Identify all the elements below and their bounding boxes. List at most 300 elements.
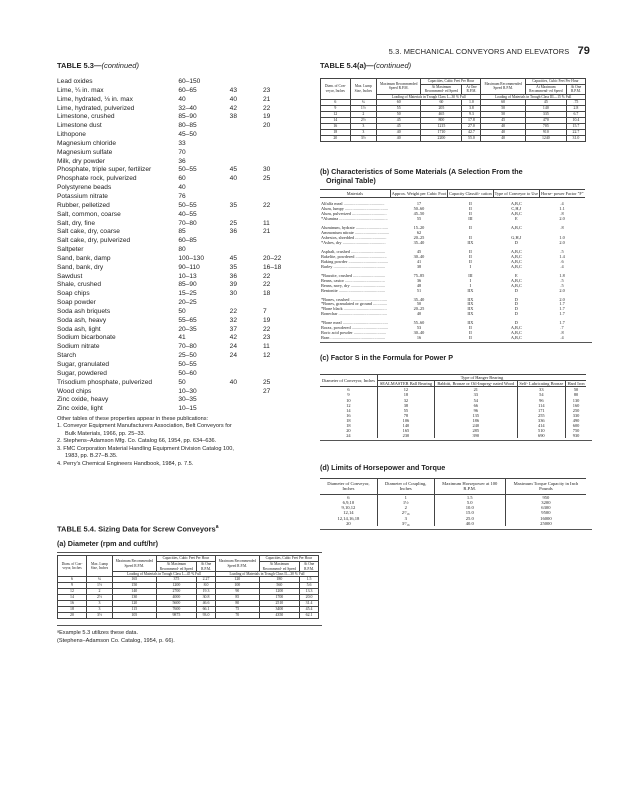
table-cell — [230, 361, 263, 370]
table-cell: 93.0 — [197, 613, 216, 619]
table-cell: 1200 — [259, 589, 299, 595]
table-cell: Alum, lumpy ........................................ — [321, 207, 388, 212]
table-cell: 36 — [178, 157, 186, 165]
table-cell: II — [468, 330, 472, 336]
table-cell: 3 — [87, 601, 113, 607]
table-cell: 70–80 — [178, 343, 197, 351]
table-cell: 30–40 — [413, 330, 425, 336]
table-cell — [263, 211, 297, 220]
table-cell — [263, 299, 297, 308]
table-cell: A,B,C — [510, 330, 522, 336]
note-line: 2. Stephens–Adamson Mfg. Co. Catalog 66, 1954, pp. 634–636. — [57, 438, 217, 445]
table-row — [57, 175, 297, 184]
table-cell: 80–85 — [178, 122, 197, 130]
table-cell: Phosphate, triple super, fertilizer — [57, 166, 152, 174]
table-cell: 6 — [347, 387, 350, 393]
table-cell: 50 — [178, 307, 186, 315]
table-cell: 70–80 — [178, 219, 197, 227]
table-row — [57, 273, 297, 282]
table-cell: 9,10,12 — [341, 505, 356, 511]
table-cell: At One R.P.M. — [566, 84, 585, 94]
table-cell: 2.27 — [197, 577, 216, 583]
table-cell: 18 — [377, 392, 434, 397]
table-cell: 171 — [517, 408, 566, 413]
table-cell: 85 — [215, 595, 259, 601]
table-cell: 70 — [178, 148, 186, 156]
table-cell: 1200 — [156, 583, 196, 589]
table-cell: 33 — [178, 139, 186, 147]
table-cell: 140 — [112, 589, 156, 595]
table-cell: 1.0 — [462, 99, 481, 105]
table-cell: Asbestos, shredded ............................. — [321, 236, 387, 240]
table-cell: 85 — [178, 228, 186, 236]
table-cell — [263, 361, 297, 370]
table54b-subtitle-2: Original Table) — [326, 175, 376, 185]
table-cell: 3 — [350, 129, 376, 135]
table-row — [57, 78, 297, 87]
table-cell: 18 — [262, 290, 271, 298]
table-cell: Bakelite, powdered ............................. — [321, 254, 387, 259]
table-cell: Milk, dry powder — [57, 157, 106, 165]
table-cell: .6 — [560, 258, 564, 264]
table-cell: 55.0 — [462, 135, 481, 141]
table-cell: 130 — [566, 398, 586, 403]
table-cell: Capacity Classifi- cation — [449, 190, 492, 196]
table-cell: 1½ — [350, 105, 376, 111]
table-cell: 16–18 — [262, 263, 282, 271]
table-cell: Alum, pulverized ................................ — [321, 212, 387, 217]
table-cell: 22 — [262, 272, 271, 280]
table-cell — [230, 149, 263, 158]
table-cell: *Ashes, dry ........................................ — [321, 240, 386, 245]
table-cell: 22 — [229, 307, 237, 315]
table-cell: 100 — [215, 583, 259, 589]
table-cell: 45.4 — [300, 607, 319, 613]
table-cell: 3⁷⁄₁₆ — [377, 521, 434, 526]
table-cell: Wood chips — [57, 387, 92, 395]
table-cell: Maximum Recommended Speed R.P.M. — [377, 79, 421, 95]
table-cell: 16 — [416, 335, 422, 341]
table-cell: 3½ — [350, 135, 376, 141]
table-row — [57, 149, 297, 158]
table-cell: 250 — [566, 408, 586, 413]
table-cell: 285 — [434, 428, 517, 433]
table-cell: .8 — [560, 330, 564, 336]
table-cell: 25.0 — [434, 516, 505, 521]
table-cell: 27.0 — [462, 123, 481, 129]
table-cell: SEALMASTER Ball Bearing — [377, 381, 434, 387]
table-cell: 75–85 — [413, 272, 425, 278]
table-cell: 3400 — [259, 607, 299, 613]
table-cell: 30 — [229, 290, 237, 298]
table-cell: Type of Conveyor to Use — [494, 190, 539, 196]
table-cell: 80 — [178, 246, 186, 254]
table-cell — [230, 140, 263, 149]
table-cell: II — [468, 253, 472, 259]
table-cell: 375 — [156, 577, 196, 583]
table-cell: 12 — [58, 589, 87, 595]
table-cell — [230, 396, 263, 405]
table-row — [321, 135, 586, 141]
table-cell: 14 — [346, 407, 351, 413]
table-cell: 66 — [434, 403, 517, 408]
table-cell — [263, 184, 297, 193]
table-cell: 335 — [525, 111, 566, 117]
table-cell: 2 — [350, 111, 376, 117]
table-cell: 32–40 — [178, 104, 197, 112]
table-cell: 105 — [112, 613, 156, 619]
table-cell: 32 — [229, 316, 237, 324]
table-cell: .5 — [560, 277, 564, 283]
table-cell: *Bones, crushed .................................. — [321, 297, 387, 302]
note-line: 1. Conveyor Equipment Manufacturers Association, Belt Conveyors for — [57, 423, 232, 430]
table-cell: Maximum Recommended Speed R.P.M. — [481, 79, 525, 95]
table-cell: I — [469, 282, 472, 288]
table-cell: 45–50 — [178, 131, 197, 139]
table-cell: Hard Iron — [567, 381, 585, 387]
table-cell: Lead oxides — [57, 78, 93, 85]
table-cell: 930 — [566, 433, 586, 438]
table54c-subtitle: (c) Factor S in the Formula for Power P — [320, 353, 453, 363]
table-cell: 62.1 — [300, 613, 319, 619]
table-cell: 330 — [566, 413, 586, 418]
table-cell: 27 — [262, 387, 271, 395]
table53-materials — [57, 78, 297, 414]
table-cell: Aluminum, hydrate .............................. — [321, 226, 388, 231]
table-cell: 1710 — [421, 129, 462, 135]
table-cell: Phosphate rock, pulverized — [57, 175, 137, 183]
table-cell: At One R.P.M. — [197, 562, 216, 572]
table-cell: 1.8 — [559, 272, 565, 278]
table-cell: At Maximum Recommend- ed Speed — [156, 562, 196, 572]
left-column — [57, 61, 322, 645]
table-cell: 165 — [377, 428, 434, 433]
table-cell: 18 — [321, 129, 351, 135]
table-cell: 40 — [416, 311, 422, 317]
table-cell: 20 — [262, 122, 271, 130]
table-cell: 40 — [229, 95, 237, 103]
table-cell: 25 — [229, 219, 237, 227]
table-row — [57, 308, 297, 317]
table-row — [57, 317, 297, 326]
table-cell: 22 — [262, 325, 271, 333]
table-cell: At Maximum Recommend- ed Speed — [421, 84, 462, 94]
table-cell: 1.7 — [559, 301, 565, 307]
table-cell: D — [514, 320, 518, 326]
table-cell: 85–90 — [178, 113, 197, 121]
table-cell: 390 — [434, 433, 517, 438]
table-cell — [263, 405, 297, 414]
table-cell: 6,9,10 — [342, 499, 355, 505]
table-cell: Loading of Materials in Trough Class III—15 % Full — [481, 94, 586, 99]
table-cell: 180 — [259, 577, 299, 583]
table-cell: 1240 — [525, 135, 566, 141]
divider — [57, 625, 322, 626]
table-cell: Sand, bank, dry — [57, 263, 104, 271]
table-cell: Potassium nitrate — [57, 192, 108, 200]
table-cell: 60–65 — [178, 86, 197, 94]
table-row — [57, 370, 297, 379]
table-cell: Saltpeter — [57, 246, 84, 254]
table-cell: E — [515, 272, 518, 278]
table-cell: 12 — [377, 387, 434, 393]
table-cell: 54 — [517, 392, 566, 397]
table-cell: 50–60 — [413, 206, 425, 212]
table-cell: 24 — [346, 433, 351, 439]
table-cell: 80 — [215, 601, 259, 607]
table-row — [57, 166, 297, 175]
running-header — [389, 45, 590, 57]
table54c-factor — [320, 374, 586, 438]
table-cell: II — [468, 258, 472, 264]
table-cell: IIX — [467, 239, 474, 245]
table-cell: 4000 — [156, 595, 196, 601]
table-cell: Type of Hanger Bearing — [377, 375, 586, 381]
screw-table-left — [57, 555, 319, 619]
header-row — [320, 479, 586, 494]
table-cell: IIX — [467, 287, 474, 293]
table-cell: 16 — [321, 123, 351, 129]
table-cell: 470 — [525, 117, 566, 123]
table-cell: 135 — [434, 413, 517, 418]
table-cell: 45 — [377, 117, 421, 123]
table-cell: 41 — [178, 334, 186, 342]
table-cell: ¾ — [87, 577, 113, 583]
table-cell: 38 — [377, 403, 434, 408]
table-row — [57, 361, 297, 370]
table-cell: 9 — [347, 392, 350, 398]
table-cell: A,B,C — [510, 263, 522, 269]
table-row — [57, 131, 297, 140]
table-cell: 950 — [505, 494, 586, 500]
table-cell: 35 — [229, 263, 237, 271]
table-cell: 55 — [377, 408, 434, 413]
table-cell — [230, 131, 263, 140]
table-cell: 20–25 — [413, 235, 425, 240]
table-cell: E — [515, 216, 518, 222]
table-cell: I — [469, 263, 472, 269]
table-cell — [230, 78, 263, 87]
table-cell: 11 — [262, 219, 270, 227]
table-cell — [263, 78, 297, 87]
table-cell: 10.4 — [566, 117, 585, 123]
table-cell: 7 — [262, 307, 267, 315]
note-line: 3. FMC Corporation Material Handling Equipment Division Catalog 100, — [57, 445, 234, 452]
note-line: 1983, pp. B.27–B.35. — [65, 453, 118, 460]
table-cell — [263, 246, 297, 255]
table-cell: 24 — [229, 352, 237, 360]
table-cell: 50–55 — [178, 361, 197, 368]
table-cell: 1.7 — [559, 311, 565, 317]
table-cell — [230, 388, 263, 397]
table-cell: *Alumina ............................................. — [321, 217, 388, 222]
table-cell: II — [468, 201, 472, 207]
table-cell: 510 — [517, 428, 566, 433]
table-cell: IIX — [467, 296, 474, 302]
table-cell: G,H,J — [511, 235, 522, 240]
table-cell: II — [468, 225, 472, 231]
table-cell: Max. Lump Size, Inches — [350, 79, 376, 100]
table-cell: A,B,C — [510, 211, 522, 217]
table-cell: Boric acid powder .............................. — [321, 331, 387, 336]
table-cell: 21 — [434, 387, 517, 393]
table-cell: D — [514, 311, 518, 317]
table-cell: 130 — [112, 595, 156, 601]
table-cell: Salt, dry, fine — [57, 219, 95, 227]
table53-title: TABLE 5.3—(continued) — [57, 61, 139, 70]
table-cell: 10.0 — [434, 505, 505, 510]
table-cell: Starch — [57, 352, 77, 360]
table-cell: 6.7 — [566, 111, 585, 117]
table-cell: 2⁷⁄₁₆ — [377, 510, 434, 515]
table-cell: 54 — [434, 398, 517, 403]
table-cell: 140 — [525, 105, 566, 111]
table-cell: 114 — [517, 403, 566, 408]
table-cell: 40 — [377, 135, 421, 141]
table-cell: 20–25 — [178, 299, 197, 307]
table-cell: Maximum Recommended Speed R.P.M. — [215, 556, 259, 572]
table-cell: 41 — [416, 258, 422, 264]
table-cell: 96 — [434, 408, 517, 413]
table-cell: 25000 — [505, 521, 586, 526]
table-cell: *Bone black ........................................ — [321, 307, 387, 312]
table-cell: 16 — [58, 601, 87, 607]
table-cell: 465 — [421, 111, 462, 117]
table-cell: 15–20 — [413, 225, 425, 231]
table-cell: I — [469, 277, 472, 283]
table-cell: Capacities, Cubic Feet Per Hour — [259, 556, 318, 562]
table-cell: 1215 — [421, 123, 462, 129]
table-row — [57, 113, 297, 122]
table-cell: 48 — [416, 282, 422, 288]
table54d-subtitle: (d) Limits of Horsepower and Torque — [320, 463, 446, 473]
table-cell: 40 — [178, 95, 186, 103]
table-cell: At One R.P.M. — [462, 84, 481, 94]
section-title: 5.3. MECHANICAL CONVEYORS AND ELEVATORS — [388, 47, 570, 56]
table-cell: 3.8 — [462, 105, 481, 111]
table-cell: Sugar, powdered — [57, 369, 107, 377]
table-cell: 490 — [566, 418, 586, 423]
table-cell: D — [514, 306, 518, 312]
table-cell — [230, 246, 263, 255]
table-cell: Diameter of Coupling, Inches — [377, 479, 434, 494]
table-cell: 2½ — [87, 595, 113, 601]
table-cell: 30 — [262, 166, 271, 174]
table-cell: 230 — [377, 433, 434, 438]
table-cell: 60 — [481, 99, 525, 105]
table-row — [57, 237, 297, 246]
table-cell: Maximum Horsepower at 100 R.P.M. — [434, 479, 505, 494]
table-row — [57, 299, 297, 308]
table-cell: 42 — [229, 104, 237, 112]
table-cell: 19 — [262, 113, 271, 121]
table-cell: 16 — [346, 412, 351, 418]
table-cell: 15.0 — [434, 510, 505, 515]
table-cell: 45 — [481, 117, 525, 123]
table-cell: 45 — [229, 254, 237, 262]
table-cell: Max. Lump Size, Inches — [87, 556, 113, 577]
table-cell: 40 — [481, 135, 525, 141]
table-cell: Barley ................................................ — [321, 264, 386, 269]
table-cell: 6 — [58, 577, 87, 583]
table-cell: Limestone dust — [57, 122, 102, 130]
table-cell: A,B,C — [510, 282, 522, 288]
table-row — [57, 140, 297, 149]
table54d-limits — [320, 478, 586, 526]
table-cell: 140 — [377, 423, 434, 428]
table-cell: 17.8 — [462, 117, 481, 123]
table-cell: 40 — [377, 129, 421, 135]
table-cell: Sodium bicarbonate — [57, 334, 116, 342]
table-cell: Soap chips — [57, 290, 90, 298]
table-cell: 22.7 — [566, 129, 585, 135]
table-cell: 1.7 — [559, 320, 565, 326]
table-cell: 186 — [434, 418, 517, 423]
table-cell: 3½ — [87, 613, 113, 619]
table-cell: 18 — [58, 607, 87, 613]
table-row — [57, 158, 297, 167]
table-cell: 55–60 — [413, 320, 425, 326]
table-cell: 1.0 — [559, 235, 565, 240]
table-cell: 40–55 — [178, 210, 197, 218]
table-cell — [230, 158, 263, 167]
table-cell: Soda ash briquets — [57, 307, 111, 315]
table-cell: Diameter of Conveyor, Inches — [320, 375, 377, 387]
table-cell: 160 — [566, 403, 586, 408]
table-cell: 3 — [377, 516, 434, 521]
table-cell — [263, 140, 297, 149]
table-cell: Shale, crushed — [57, 281, 101, 289]
table-cell: A,B,C — [510, 335, 522, 341]
table-cell: Bentonite ........................................... — [321, 288, 385, 293]
notes-intro: Other tables of these properties appear in these publications: — [57, 416, 209, 423]
table-cell: Maximum Torque Capacity in Inch Pounds — [505, 479, 586, 494]
table-cell: 14 — [321, 117, 351, 123]
table-cell: A,B,C — [510, 253, 522, 259]
note-line: Bulk Materials, 1966, pp. 25–33. — [65, 430, 146, 437]
table-cell: 800 — [421, 117, 462, 123]
table-cell: 9 — [321, 105, 351, 111]
table-cell: 2200 — [421, 135, 462, 141]
table-row — [57, 246, 297, 255]
table-cell: 1.5 — [434, 494, 505, 500]
header-row — [321, 79, 586, 85]
table-cell: Sawdust — [57, 272, 83, 280]
table-cell: At One R.P.M. — [300, 562, 319, 572]
table-cell: Horse- power Factor "F" — [541, 190, 584, 196]
table-cell: Maximum Recommended Speed R.P.M. — [112, 556, 156, 572]
table-cell: A,B,C — [510, 325, 522, 331]
table-cell: 90–110 — [178, 263, 200, 271]
table-cell: Bonechar ............................................. — [321, 312, 387, 317]
table54a-cont-title: TABLE 5.4(a)—(continued) — [320, 61, 412, 70]
table54b-materials — [320, 189, 585, 341]
table-cell: *Bones, granulated or ground ............. — [321, 302, 388, 307]
table-cell: 13.3 — [300, 589, 319, 595]
table-row — [57, 396, 297, 405]
table-cell: 120 — [215, 577, 259, 583]
table-cell: Baking powder ..................................... — [321, 259, 389, 264]
table-cell: 414 — [517, 423, 566, 428]
table-cell: 12,14,16,18 — [337, 515, 360, 521]
table-cell: 15.7 — [566, 123, 585, 129]
table-cell: 53 — [416, 325, 422, 331]
table-cell: 50 — [481, 111, 525, 117]
table-row — [57, 193, 297, 202]
table-cell: 120 — [112, 601, 156, 607]
table-cell: 42.7 — [462, 129, 481, 135]
table-cell: 43 — [229, 86, 237, 94]
